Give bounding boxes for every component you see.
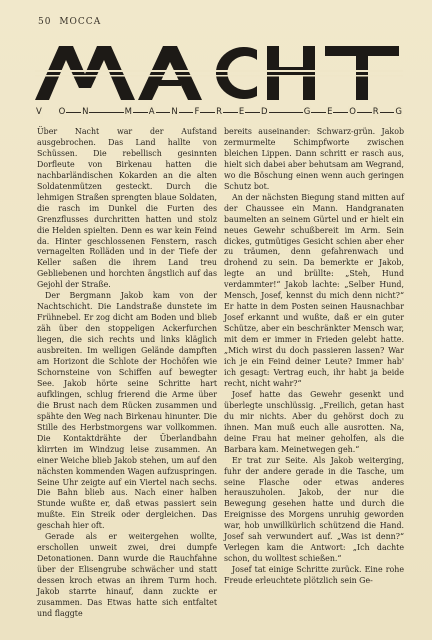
running-head: [38, 17, 101, 27]
byline: [35, 106, 403, 120]
paragraph: Über Nacht war der Aufstand ausgebrochen. Das Land hallte von Schüssen. Die rebellisch gesinnten Dorfleute von Birkenau hatten die nachbarländischen Kokarden an die alten Soldatenmützen gesteckt. Durch die lehmigen Straßen sprengten blaue Soldaten, die rasch im Dunkel die Furten des Grenzflusses durchritten hatten und stolz die Helden spielten. Denn es war kein Feind da. Hinter geschlossenen Fenstern, rasch vernagelten Rolläden und in der Tiefe der Keller saßen die ihrem Land treu Gebliebenen und horchten ängstlich auf das Gejohl der Straße.: [37, 127, 217, 290]
paragraph: Gerade als er weitergehen wollte, erschollen unweit zwei, drei dumpfe Detonationen. Dann wurde die Rauchfahne über der Elisengrube schwächer und statt dessen kroch etwas an ihrem Turm hoch. Jakob starrte hinauf, dann zuckte er zusammen. Das Etwas hatte sich entfaltet und flaggte: [37, 532, 217, 618]
left-column: [37, 127, 217, 620]
paragraph: Josef tat einige Schritte zurück. Eine rohe Freude erleuchtete plötzlich sein Ge-: [224, 565, 404, 586]
paragraph: bereits auseinander: Schwarz-grün. Jakob zermurmelte Schimpfworte zwischen bleichen Lippen. Dann schritt er rasch aus, hielt sich dabei aber behutsam am Wegrand, wo die Böschung einen wenn auch geringen Schutz bot.: [224, 127, 404, 191]
byline-letter: N: [171, 107, 178, 117]
page-number: 50: [38, 17, 52, 27]
right-column: [224, 127, 404, 587]
byline-letter: G: [395, 107, 402, 117]
byline-letter: [283, 106, 288, 119]
byline-letter: [104, 106, 109, 119]
magazine-name: MOCCA: [59, 17, 102, 27]
paragraph: An der nächsten Biegung stand mitten auf der Chaussee ein Mann. Handgranaten baumelten an seinem Gürtel und er hielt ein neues Gewehr schußbereit im Arm. Sein dickes, gutmütiges Gesicht schien aber eher zu träumen, denn gefahrenwach und drohend zu sein. Da bemerkte er Jakob, legte an und brüllte: „Steh, Hund verdammter!“ Jakob lachte: „Selber Hund, Mensch, Josef, kennst du mich denn nicht?“ Er hatte in dem Posten seinen Hausnachbar Josef erkannt und wußte, daß er ein guter Schütze, aber ein beschränkter Mensch war, mit dem er immer in Frieden gelebt hatte. „Mich wirst du doch passieren lassen? War ich je ein Feind deiner Leute? Immer hab' ich gesagt: Vertrag euch, ihr habt ja beide recht, nicht wahr?“: [224, 192, 404, 388]
byline-letter: G: [303, 107, 311, 117]
byline-letter: O: [349, 107, 356, 117]
article-title-logo: [35, 36, 403, 102]
byline-letter: A: [148, 107, 155, 117]
byline-letter: M: [124, 107, 132, 117]
byline-letter: V: [36, 107, 42, 117]
byline-letter: D: [260, 107, 268, 117]
paragraph: Er trat zur Seite. Als Jakob weiterging, fuhr der andere gerade in die Tasche, um seine Flasche oder etwas anderes herauszuholen. Jakob, der nur die Bewegung gesehen hatte und durch die Ereignisse des Morgens unruhig geworden war, hob unwillkürlich schützend die Hand. Josef sah verwundert auf. „Was ist denn?“ Verlegen kam die Antwort: „Ich dachte schon, du wolltest schießen.“: [224, 455, 404, 564]
byline-letter: E: [327, 107, 333, 117]
byline-letter: E: [238, 107, 245, 117]
paragraph: Der Bergmann Jakob kam von der Nachtschicht. Die Landstraße dunstete im Frühnebel. Er zog dicht am Boden und blieb zäh über den stoppeligen Ackerfurchen liegen, die sich rechts und links kläglich ausbreiten. Im welligen Gelände dampften am Horizont die Schlote der Hochöfen wie Schornsteine von Schiffen auf bewegter See. Jakob hörte seine Schritte hart aufklingen, schlug frierend die Arme über die Brust nach dem Rücken zusammen und spähte den Weg nach Birkenau hinunter. Die Stille des Herbstmorgens war vollkommen. Die Kontaktdrähte der Überlandbahn klirrten im Windzug leise zusammen. An einer Weiche blieb Jakob stehen, um auf den nächsten kommenden Wagen aufzuspringen. Seine Uhr zeigte auf ein Viertel nach sechs. Die Bahn blieb aus. Nach einer halben Stunde wußte er, daß etwas passiert sein mußte. Ein Streik oder dergleichen. Das geschah hier oft.: [37, 291, 217, 531]
byline-letter: N: [82, 107, 89, 117]
byline-letter: F: [194, 107, 200, 117]
byline-letter: O: [58, 107, 66, 117]
byline-text: [35, 106, 403, 119]
paragraph: Josef hatte das Gewehr gesenkt und überlegte unschlüssig. „Freilich, getan hast du mir nichts. Aber du gehörst doch zu ihnen. Man muß euch alle ausrotten. Na, deine Frau hat meiner geholfen, als die Barbara kam. Meinetwegen geh.“: [224, 389, 404, 454]
byline-letter: R: [216, 107, 223, 117]
byline-letter: R: [372, 107, 379, 117]
